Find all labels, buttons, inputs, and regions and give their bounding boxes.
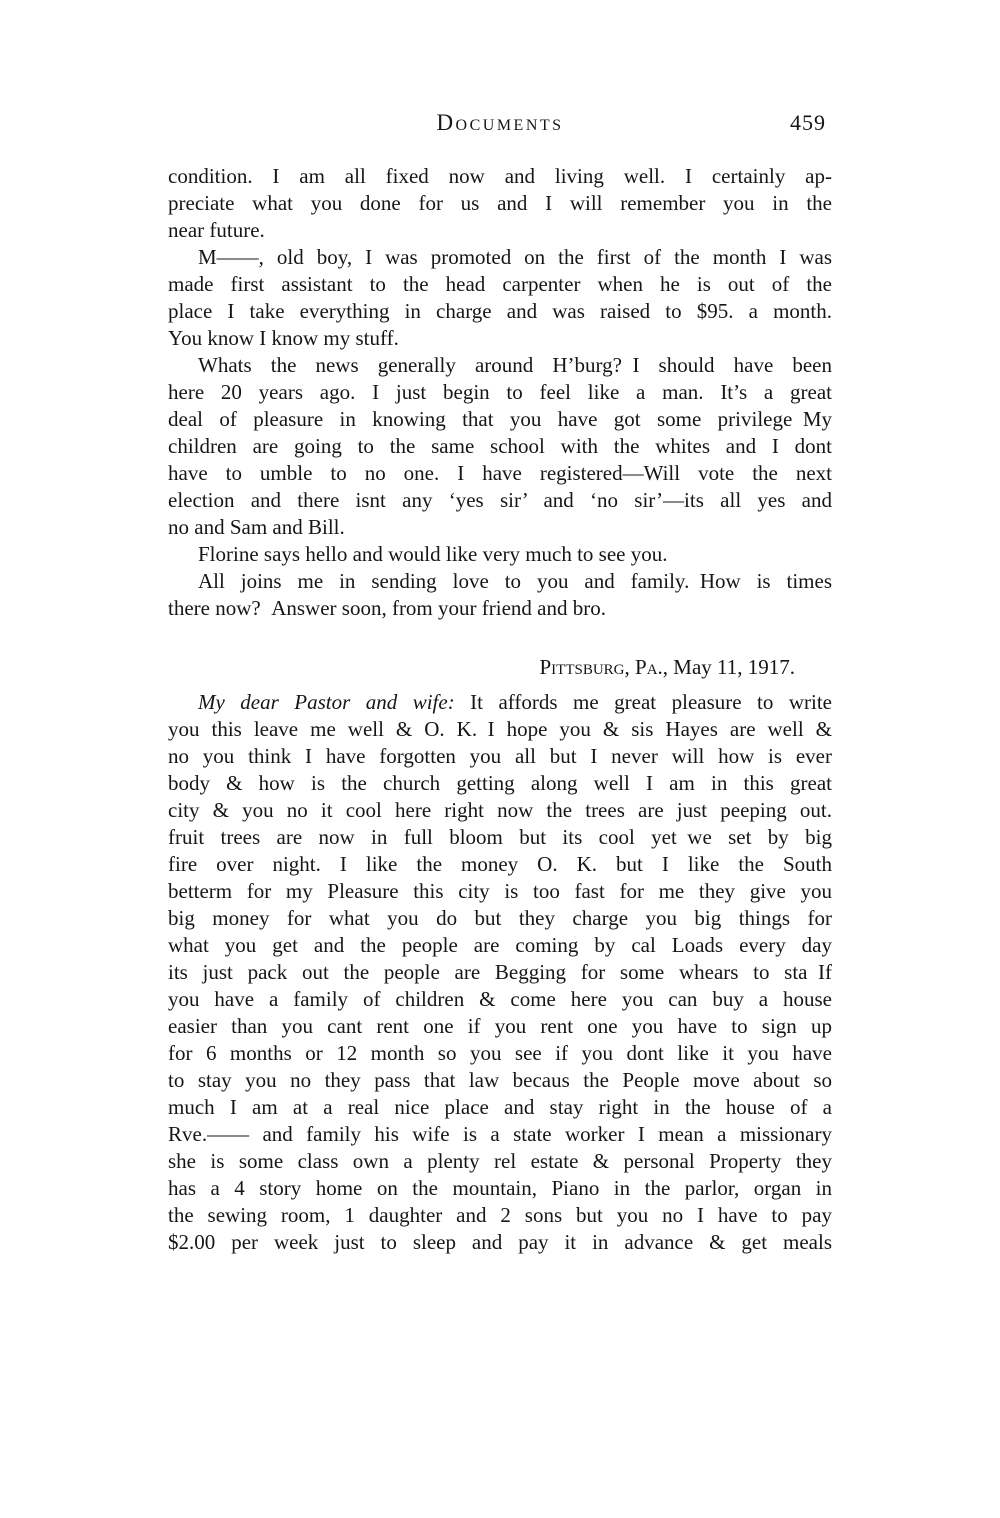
paragraph (168, 689, 832, 1256)
text-line: fruit trees are now in full bloom but its cool yet we set by big (168, 825, 832, 849)
text-line: big money for what you do but they charge you big things for (168, 906, 832, 930)
text-line: You know I know my stuff. (168, 326, 399, 350)
text-line: easier than you cant rent one if you rent one you have to sign up (168, 1014, 832, 1038)
text-line: Florine says hello and would like very much to see you. (198, 542, 668, 566)
text-line: betterm for my Pleasure this city is too fast for me they give you (168, 879, 832, 903)
text-line: children are going to the same school with the whites and I dont (168, 434, 832, 458)
text-line: you this leave me well & O. K. I hope you & sis Hayes are well & (168, 717, 832, 741)
paragraph (168, 541, 832, 568)
text-line: $2.00 per week just to sleep and pay it in advance & get meals (168, 1230, 832, 1254)
text-line: to stay you no they pass that law becaus the People move about so (168, 1068, 832, 1092)
letter-text (168, 163, 832, 1256)
paragraph (168, 352, 832, 541)
text-line: much I am at a real nice place and stay right in the house of a (168, 1095, 832, 1119)
text-line: she is some class own a plenty rel estate & personal Property they (168, 1149, 832, 1173)
text-line: body & how is the church getting along well I am in this great (168, 771, 832, 795)
text-line: here 20 years ago. I just begin to feel like a man. It’s a great (168, 380, 832, 404)
text-line: Rve.—— and family his wife is a state worker I mean a missionary (168, 1122, 832, 1146)
text-line: M——, old boy, I was promoted on the first of the month I was (198, 245, 832, 269)
text-line: Whats the news generally around H’burg? I should have been (198, 353, 832, 377)
text-line: condition. I am all fixed now and living well. I certainly ap- (168, 164, 832, 188)
text-line: there now? Answer soon, from your friend and bro. (168, 596, 606, 620)
paragraph (168, 244, 832, 352)
text-line: has a 4 story home on the mountain, Piano in the parlor, organ in (168, 1176, 832, 1200)
text-line: place I take everything in charge and was raised to $95. a month. (168, 299, 832, 323)
text-line: made first assistant to the head carpenter when he is out of the (168, 272, 832, 296)
page-title: Documents (436, 110, 564, 135)
text-line: no you think I have forgotten you all but I never will how is ever (168, 744, 832, 768)
paragraph (168, 163, 832, 244)
text-line: near future. (168, 218, 265, 242)
dateline-date: May 11, 1917. (668, 655, 795, 679)
text-line: no and Sam and Bill. (168, 515, 345, 539)
text-line: All joins me in sending love to you and family. How is times (198, 569, 832, 593)
text-line: for 6 months or 12 month so you see if you dont like it you have (168, 1041, 832, 1065)
text-line: what you get and the people are coming by cal Loads every day (168, 933, 832, 957)
text-line: deal of pleasure in knowing that you have got some privilege My (168, 407, 832, 431)
text-line: preciate what you done for us and I will remember you in the (168, 191, 832, 215)
text-line: My dear Pastor and wife: It affords me great pleasure to write (198, 690, 832, 714)
salutation-italic: My dear Pastor and wife: (198, 690, 455, 714)
dateline (168, 654, 832, 681)
paragraph (168, 568, 832, 622)
running-header (168, 110, 832, 138)
text-line: you have a family of children & come here you can buy a house (168, 987, 832, 1011)
text-line: its just pack out the people are Begging for some whears to sta If (168, 960, 832, 984)
page-number: 459 (790, 110, 826, 135)
text-line: election and there isnt any ‘yes sir’ and ‘no sir’—its all yes and (168, 488, 832, 512)
text-line: the sewing room, 1 daughter and 2 sons but you no I have to pay (168, 1203, 832, 1227)
text-line: have to umble to no one. I have registered—Will vote the next (168, 461, 832, 485)
text-line: fire over night. I like the money O. K. but I like the South (168, 852, 832, 876)
dateline-place: Pittsburg, Pa., (539, 655, 669, 679)
text-line: city & you no it cool here right now the trees are just peeping out. (168, 798, 832, 822)
